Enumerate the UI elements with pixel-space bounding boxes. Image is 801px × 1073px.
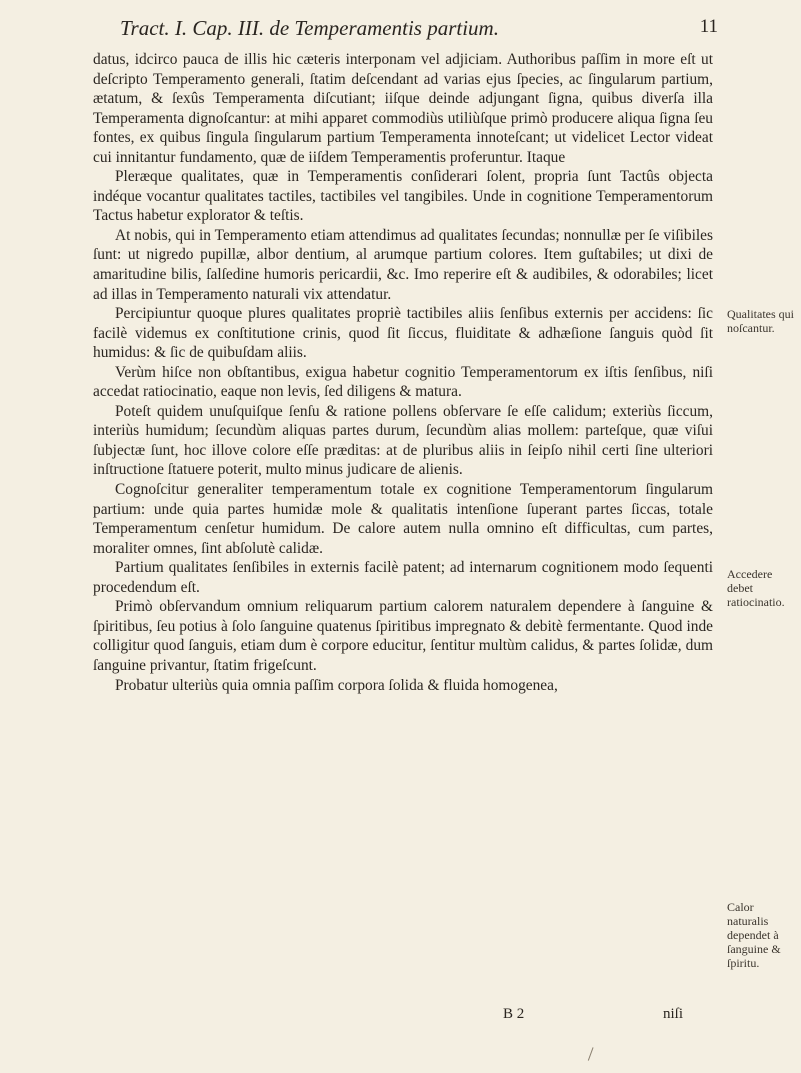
margin-note-qualitates: Qualitates qui noſcantur. (727, 307, 794, 335)
running-header (108, 16, 718, 42)
margin-note-calor: Calor naturalis dependet à ſanguine & ſpiritu. (727, 900, 781, 970)
page-number: 11 (699, 16, 718, 37)
paragraph-3: At nobis, qui in Temperamento etiam attendimus ad qualitates ſecundas; nonnullæ per ſe viſibiles ſunt: ut nigredo pupillæ, albor dentium, al arumque partium colores. Item guſtabiles; ut dixi de amaritudine bilis, ſalſedine humoris pericardii, &c. Imo reperire eſt & audibiles, & odorabiles; licet ad illas in Temperamento naturali vix attendatur. (93, 226, 713, 303)
text-body (93, 50, 713, 695)
ink-mark (588, 1047, 599, 1063)
paragraph-10: Probatur ulteriùs quia omnia paſſim corpora ſolida & fluida homogenea, (115, 676, 558, 694)
page-footer (93, 1006, 713, 1026)
paragraph-4: Percipiuntur quoque plures qualitates propriè tactibiles aliis ſenſibus externis per accidens: ſic facilè videmus ex conſtitutione crinis, quod ſit ſiccus, fluiditate & adhæſione ſanguis quòd ſit humidus: & ſic de quibuſdam aliis. (93, 305, 713, 362)
paragraph-2: Pleræque qualitates, quæ in Temperamentis conſiderari ſolent, propria ſunt Tactûs objecta indéque vocantur qualitates tactiles, tactibiles vel tangibiles. Unde in cognitione Temperamentorum Tactus habetur explorator & teſtis. (93, 168, 713, 225)
signature-mark: B 2 (503, 1006, 525, 1022)
paragraph-6: Poteſt quidem unuſquiſque ſenſu & ratione pollens obſervare ſe eſſe calidum; exteriùs ſiccum, interiùs humidum; ſecundùm aliquas partes durum, ſecundùm alias mollem: parteſque, quæ viſui ſubjectæ ſunt, hoc illove colore eſſe præditas: at de pluribus aliis in ſeipſo nihil certi ſine ulteriori inſtructione ſtatuere poterit, multo minus judicare de alienis. (93, 402, 713, 479)
paragraph-8: Partium qualitates ſenſibiles in externis facilè patent; ad internarum cognitionem modo ſequenti procedendum eſt. (93, 559, 713, 596)
paragraph-9: Primò obſervandum omnium reliquarum partium calorem naturalem dependere à ſanguine & ſpiritibus, ſeu potius à ſolo ſanguine quatenus ſpiritibus impregnato & debitè fermentante. Quod inde colligitur quod ſanguis, etiam dum è corpore educitur, ſentitur multùm calidus, & partes ſolidæ, dum ſanguine privantur, ſtatim frigeſcunt. (93, 598, 713, 674)
paragraph-7: Cognoſcitur generaliter temperamentum totale ex cognitione Temperamentorum ſingularum partium: unde quia partes humidæ mole & qualitatis intenſione ſuperant partes ſiccas, totale Temperamentum cenſetur humidum. De calore autem nulla omnino eſt difficultas, cum partes, moraliter omnes, ſint abſolutè calidæ. (93, 481, 713, 557)
paragraph-1: datus, idcirco pauca de illis hic cæteris interponam vel adjiciam. Authoribus paſſim in more eſt ut deſcripto Temperamento generali, ſtatim deſcendant ad varias ejus ſpecies, ac ſingularum partium, ætatum, & ſexûs Temperamenta diſcutiant; iiſque deinde adjungant ſigna, quibus diverſa illa Temperamenta dignoſcantur: at mihi apparet commodiùs utiliùſque primò producere aliqua ſigna ſeu fontes, ex quibus ſingula ſingularum partium Temperamenta innoteſcant; ut videlicet Lector videat cui innitantur fundamento, quæ de iiſdem Temperamentis proferuntur. Itaque (93, 51, 713, 166)
paragraph-5: Verùm hiſce non obſtantibus, exigua habetur cognitio Temperamentorum ex iſtis ſenſibus, niſi accedat ratiocinatio, eaque non levis, ſed diligens & matura. (93, 363, 713, 401)
margin-note-ratiocinatio: Accedere debet ratiocinatio. (727, 567, 785, 609)
catchword: niſi (663, 1006, 684, 1022)
running-title: Tract. I. Cap. III. de Temperamentis partium. (120, 16, 499, 40)
